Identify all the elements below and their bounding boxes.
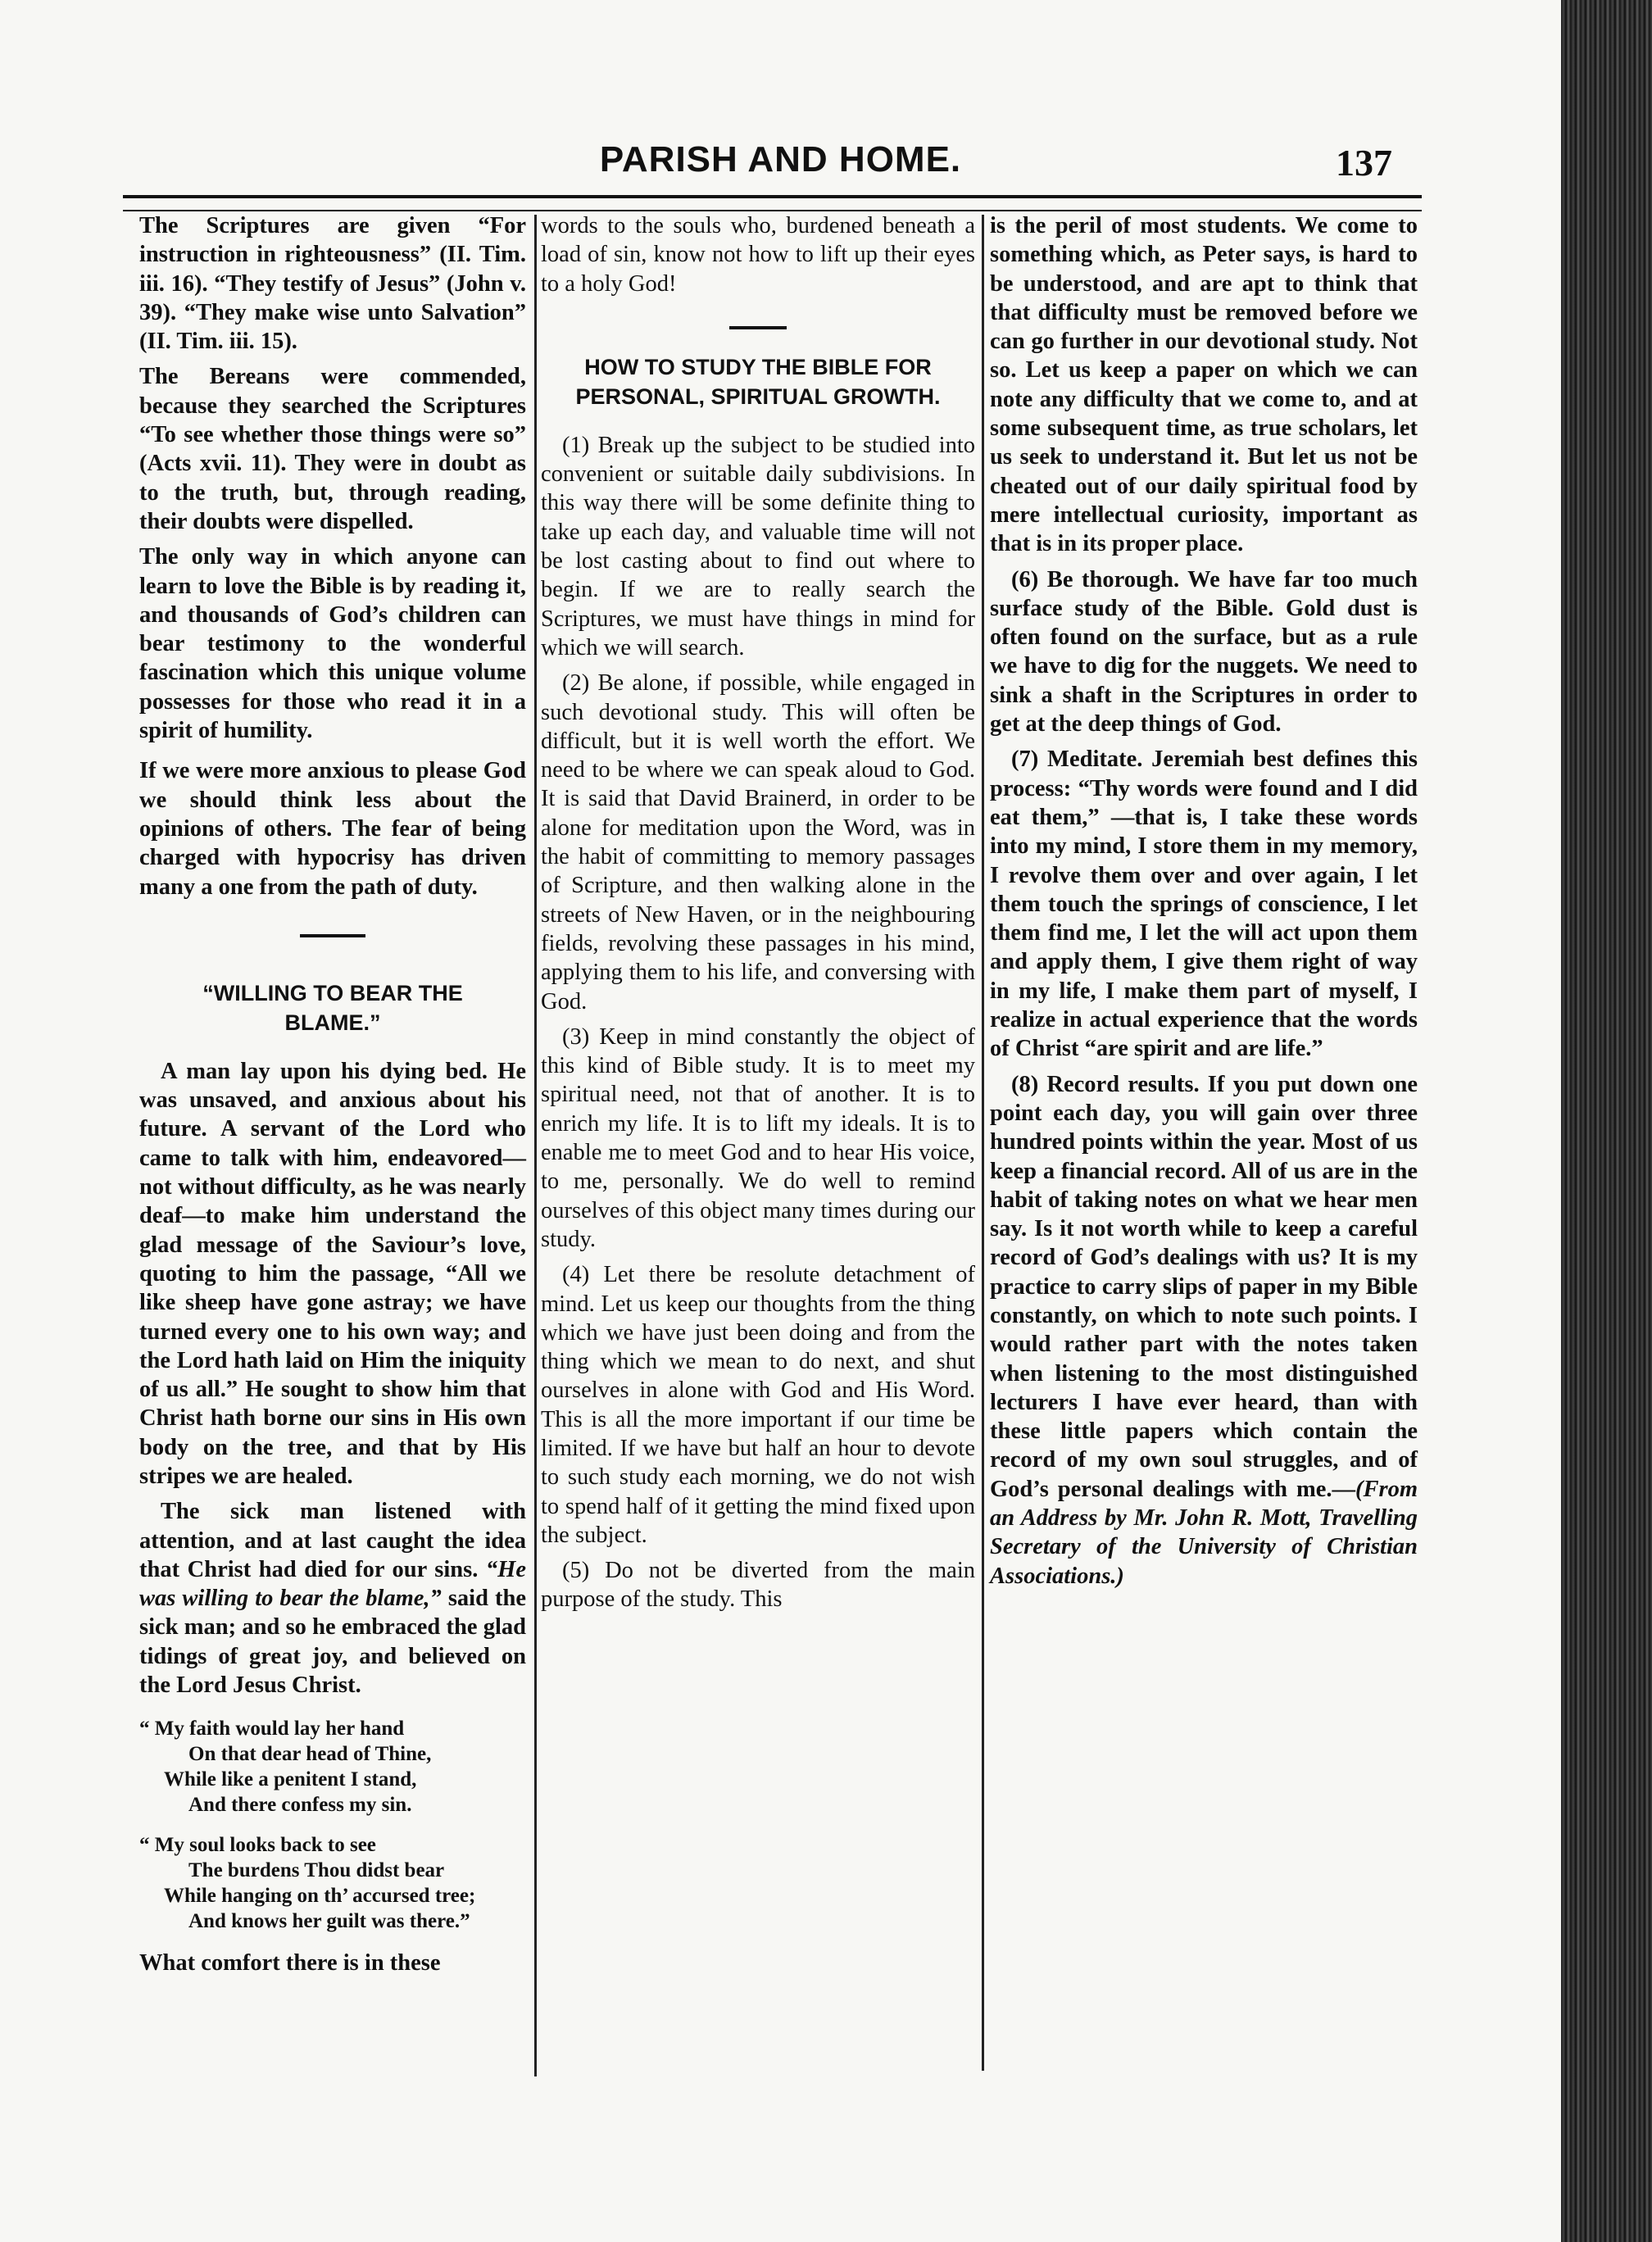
- paragraph: What comfort there is in these: [139, 1950, 441, 1976]
- poem-line: And there confess my sin.: [188, 1794, 412, 1817]
- paragraph: words to the souls who, burdened beneath a load of sin, know not how to lift up their eyes to a holy God!: [541, 213, 975, 297]
- poem-line: While hanging on th’ accursed tree;: [164, 1885, 476, 1908]
- paragraph: The Scriptures are given “For instruction in righteousness” (II. Tim. iii. 16). “They testify of Jesus” (John v. 39). “They make wise unto Salvation” (II. Tim. iii. 15).: [139, 213, 526, 355]
- poem-line: “ My faith would lay her hand: [139, 1718, 405, 1740]
- poem-line: While like a penitent I stand,: [164, 1768, 417, 1791]
- poem-stanza-2: [139, 1832, 526, 1934]
- column-3: [990, 211, 1418, 1597]
- book-spine-edge: [1561, 0, 1652, 2242]
- paragraph-text: (8) Record results. If you put down one point each day, you will gain over three hundred points within the year. Most of us keep a financial record. All of us are in the habit of taking notes on what we hear men say. Is it not worth while to keep a careful record of God’s dealings with us? It is my practice to carry slips of paper in my Bible constantly, on which to note such points. I would rather part with the notes taken when listening to the most distinguished lecturers I have ever heard, than with these little papers which contain the record of my own soul struggles, and of God’s personal dealings with me.—: [990, 1071, 1418, 1502]
- paragraph: The Bereans were commended, because they searched the Scriptures “To see whether those things were so” (Acts xvii. 11). They were in doubt as to the truth, but, through reading, their doubts were dispelled.: [139, 364, 526, 534]
- poem-stanza-1: [139, 1716, 526, 1818]
- poem-line: “ My soul looks back to see: [139, 1834, 376, 1857]
- paragraph: [139, 1497, 526, 1700]
- poem-line: On that dear head of Thine,: [188, 1743, 432, 1766]
- paragraph: The only way in which anyone can learn to love the Bible is by reading it, and thousands of God’s children can bear testimony to the wonderful fascination which this unique volume possesses for those who read it in a spirit of humility.: [139, 544, 526, 744]
- page-number: 137: [1336, 142, 1392, 184]
- paragraph: If we were more anxious to please God we should think less about the opinions of others. The fear of being charged with hypocrisy has driven many a one from the path of duty.: [139, 758, 526, 900]
- section-heading: HOW TO STUDY THE BIBLE FOR PERSONAL, SPIRITUAL GROWTH.: [575, 354, 941, 409]
- paragraph: (1) Break up the subject to be studied into convenient or suitable daily subdivisions. In this way there will be some definite thing to take up each day, and valuable time will not be lost casting about to find out where to begin. If we are to really search the Scriptures, we must have things in mind for which we will search.: [541, 432, 975, 660]
- column-1: [139, 211, 526, 1985]
- paragraph: (6) Be thorough. We have far too much surface study of the Bible. Gold dust is often found on the surface, but as a rule we have to dig for the nuggets. We need to sink a shaft in the Scriptures in order to get at the deep things of God.: [990, 566, 1418, 738]
- paragraph: (2) Be alone, if possible, while engaged in such devotional study. This will often be difficult, but it is well worth the effort. We need to be where we can speak aloud to God. It is said that David Brainerd, in order to be alone for meditation upon the Word, was in the habit of committing to memory passages of Scripture, and then walking alone in the streets of New Haven, or in the neighbouring fields, revolving these passages in his mind, applying them to his life, and conversing with God.: [541, 670, 975, 1014]
- column-2: [541, 211, 975, 1621]
- paragraph: (7) Meditate. Jeremiah best defines this process: “Thy words were found and I did eat them,” —that is, I take these words into my mind, I store them in my memory, I revolve them over and over again, I let them touch the springs of conscience, I let them find me, I let the will act upon them and apply them, I give them right of way in my life, I make them part of myself, I realize in actual experience that the words of Christ “are spirit and are life.”: [990, 747, 1418, 1062]
- paragraph: is the peril of most students. We come to something which, as Peter says, is hard to be understood, and are apt to think that that difficulty must be removed before we can go further in our devotional study. Not so. Let us keep a paper on which we can note any difficulty that we come to, and at some subsequent time, as true scholars, let us seek to understand it. But let us not be cheated out of our daily spiritual food by mere intellectual curiosity, important as that is in its proper place.: [990, 213, 1418, 557]
- page-title: PARISH AND HOME.: [599, 139, 962, 179]
- paragraph: (4) Let there be resolute detachment of mind. Let us keep our thoughts from the thing which we have just been doing and from the thing which we mean to do next, and shut ourselves in alone with God and His Word. This is all the more important if our time be limited. If we have but half an hour to devote to such study each morning, we do not wish to spend half of it getting the mind fixed upon the subject.: [541, 1262, 975, 1548]
- attribution: (From an Address by Mr. John R. Mott, Travelling Secretary of the University of Christian Associations.): [990, 1476, 1418, 1589]
- column-divider-2: [982, 215, 984, 2071]
- paragraph-text: said the sick man; and so he embraced the glad tidings of great joy, and believed on the Lord Jesus Christ.: [139, 1586, 526, 1699]
- paragraph: (5) Do not be diverted from the main purpose of the study. This: [541, 1558, 975, 1613]
- poem-line: The burdens Thou didst bear: [188, 1859, 445, 1882]
- header-rule: [123, 195, 1422, 211]
- paragraph: A man lay upon his dying bed. He was unsaved, and anxious about his future. A servant of the Lord who came to talk with him, endeavored—not without difficulty, as he was nearly deaf—to make him understand the glad message of the Saviour’s love, quoting to him the passage, “All we like sheep have gone astray; we have turned every one to his own way; and the Lord hath laid on Him the iniquity of us all.” He sought to show him that Christ hath borne our sins in His own body on the tree, and that by His stripes we are healed.: [139, 1058, 526, 1489]
- paragraph: [990, 1070, 1418, 1591]
- column-divider-1: [534, 215, 537, 2076]
- poem-line: And knows her guilt was there.”: [188, 1910, 470, 1933]
- paragraph-text: The sick man listened with attention, and at last caught the idea that Christ had died for our sins.: [139, 1499, 526, 1582]
- italic-quote: “He was willing to bear the blame,”: [139, 1556, 526, 1612]
- paragraph: (3) Keep in mind constantly the object of this kind of Bible study. It is to meet my spiritual need, not that of another. It is to enrich my life. It is to lift my ideals. It is to enable me to meet God and to hear His voice, to me, personally. We do well to remind ourselves of this object many times during our study.: [541, 1023, 975, 1252]
- section-heading: “WILLING TO BEAR THE BLAME.”: [202, 980, 463, 1035]
